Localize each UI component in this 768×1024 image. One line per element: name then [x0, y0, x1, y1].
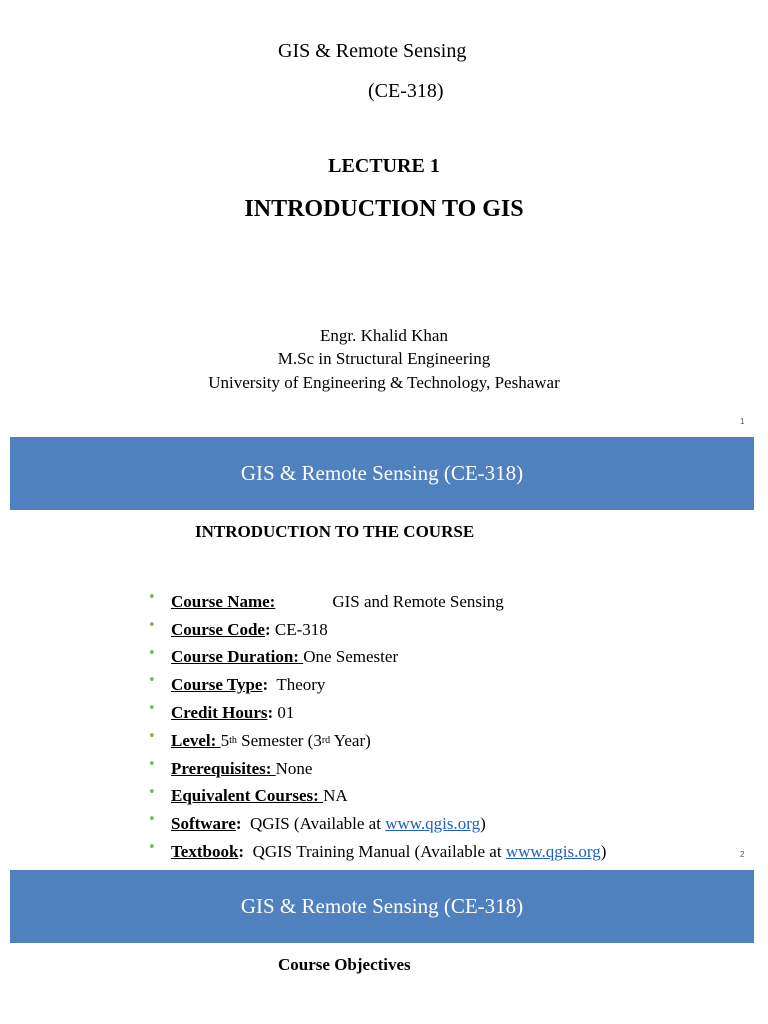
list-item-course-type — [148, 671, 606, 699]
bullet-icon: • — [148, 784, 156, 800]
section-heading: INTRODUCTION TO THE COURSE — [195, 522, 475, 541]
item-label: Equivalent Courses: — [171, 786, 324, 806]
lecture-heading: INTRODUCTION TO GIS — [244, 196, 524, 222]
item-separator: : — [264, 619, 271, 639]
item-label: Software — [171, 814, 236, 834]
qgis-link[interactable]: www.qgis.org — [505, 842, 601, 862]
item-value: ) — [480, 814, 486, 834]
item-label: Credit Hours — [171, 703, 268, 723]
item-label: Course Name: — [171, 591, 276, 611]
bullet-icon: • — [148, 645, 156, 661]
section-heading: Course Objectives — [278, 955, 411, 974]
bullet-icon: • — [148, 590, 156, 605]
slide-page-number: 2 — [740, 850, 745, 859]
item-value: 5 — [220, 730, 230, 750]
item-value: None — [275, 758, 313, 778]
list-item-credit-hours — [148, 699, 606, 727]
item-value: QGIS Training Manual (Available at — [244, 842, 506, 862]
author-university: University of Engineering & Technology, Peshawar — [208, 373, 560, 392]
list-item-course-duration — [148, 644, 606, 672]
slide-banner — [10, 437, 754, 510]
item-label: Textbook — [171, 842, 239, 862]
item-separator: : — [267, 703, 274, 723]
item-value: Semester (3 — [236, 730, 322, 750]
item-value: GIS and Remote Sensing — [332, 591, 504, 611]
list-item-level: • Level: 5 th Semester (3 rd Year) — [148, 728, 371, 750]
list-item-software — [148, 810, 606, 838]
qgis-link[interactable]: www.qgis.org — [385, 814, 481, 834]
bullet-icon: • — [148, 728, 156, 744]
item-value: One Semester — [303, 647, 399, 667]
item-label: Level: — [171, 730, 221, 750]
bullet-icon: • — [148, 701, 156, 717]
bullet-icon: • — [148, 617, 156, 633]
item-label: Course Code — [171, 619, 265, 639]
slide-page-number: 1 — [740, 417, 745, 426]
item-value: Year) — [330, 730, 371, 750]
item-separator: : — [238, 842, 245, 862]
list-item-course-code — [148, 616, 606, 644]
bullet-icon: • — [148, 840, 156, 856]
course-title: GIS & Remote Sensing — [278, 40, 467, 62]
author-degree: M.Sc in Structural Engineering — [277, 349, 491, 368]
author-name: Engr. Khalid Khan — [320, 326, 448, 345]
bullet-icon: • — [148, 673, 156, 689]
item-value: 01 — [273, 703, 295, 723]
course-code: (CE-318) — [368, 80, 444, 102]
slide-banner — [10, 870, 754, 943]
item-value: NA — [323, 786, 348, 806]
item-label: Course Duration: — [171, 647, 304, 667]
item-separator: : — [262, 675, 269, 695]
banner-title: GIS & Remote Sensing (CE-318) — [240, 894, 524, 918]
banner-title: GIS & Remote Sensing (CE-318) — [240, 461, 524, 485]
list-item-prerequisites — [148, 755, 606, 783]
item-separator: : — [235, 814, 242, 834]
item-value: Theory — [268, 675, 326, 695]
item-value: ) — [600, 842, 607, 862]
bullet-icon: • — [148, 756, 156, 772]
course-info-list — [148, 588, 606, 866]
bullet-icon: • — [148, 812, 156, 828]
item-value: QGIS (Available at — [241, 814, 386, 834]
lecture-number: LECTURE 1 — [328, 155, 440, 177]
item-label: Prerequisites: — [171, 758, 276, 778]
list-item-course-name — [148, 588, 606, 616]
item-value: CE-318 — [270, 619, 328, 639]
item-label: Course Type — [171, 675, 263, 695]
list-item-equivalent-courses — [148, 783, 606, 811]
list-item-textbook — [148, 838, 606, 866]
